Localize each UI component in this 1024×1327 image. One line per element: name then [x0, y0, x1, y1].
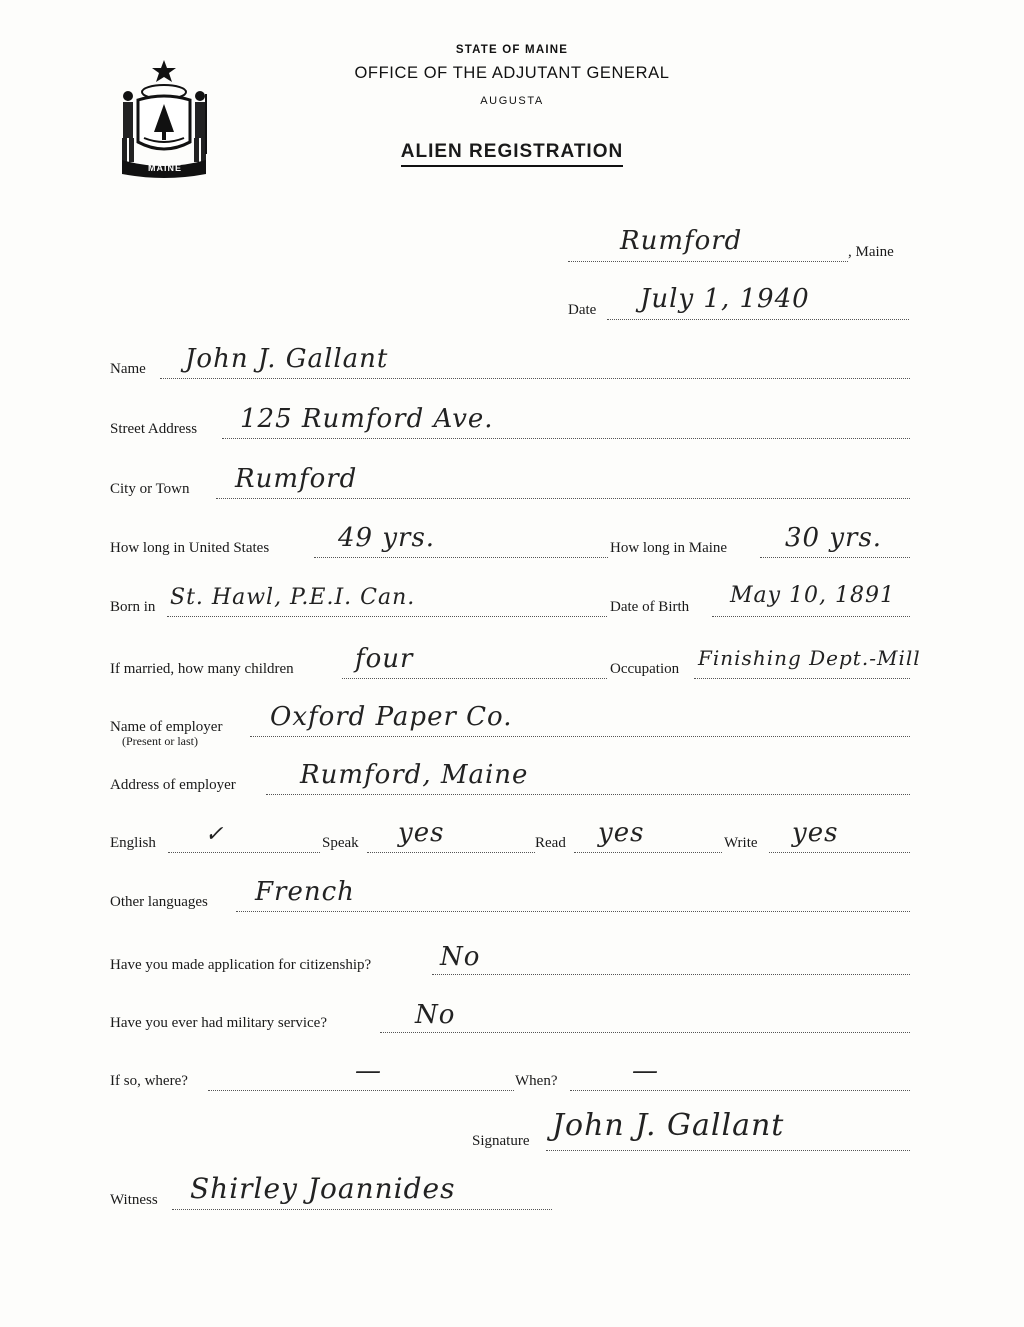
born-in-label: Born in: [110, 599, 156, 615]
signature-line: [546, 1150, 910, 1151]
write-line: [769, 852, 910, 853]
name-value: John J. Gallant: [185, 344, 389, 374]
write-value: yes: [792, 818, 839, 848]
signature-value: John J. Gallant: [552, 1108, 785, 1143]
military-line: [380, 1032, 910, 1033]
born-in-line: [167, 616, 607, 617]
read-value: yes: [598, 818, 645, 848]
header-state: STATE OF MAINE: [455, 44, 569, 56]
years-maine-value: 30 yrs.: [785, 523, 883, 553]
where-label: If so, where?: [110, 1073, 188, 1089]
children-value: four: [355, 644, 414, 674]
children-label: If married, how many children: [110, 661, 294, 677]
where-line: [208, 1090, 514, 1091]
years-maine-line: [760, 557, 910, 558]
military-value: No: [415, 1000, 456, 1030]
town-suffix-label: , Maine: [848, 244, 894, 260]
occupation-value: Finishing Dept.-Mill: [698, 646, 921, 670]
years-maine-label: How long in Maine: [610, 540, 728, 556]
years-us-value: 49 yrs.: [338, 523, 436, 553]
employer-address-label: Address of employer: [110, 777, 236, 793]
date-label: Date: [568, 302, 597, 318]
name-line: [160, 378, 910, 379]
years-us-label: How long in United States: [110, 540, 270, 556]
english-label: English: [110, 835, 156, 851]
other-languages-line: [236, 911, 910, 912]
employer-line: [250, 736, 910, 737]
witness-line: [172, 1209, 552, 1210]
town-line: [568, 261, 848, 262]
signature-label: Signature: [472, 1133, 530, 1149]
name-label: Name: [110, 361, 146, 377]
city-line: [216, 498, 910, 499]
when-line: [570, 1090, 910, 1091]
speak-value: yes: [398, 818, 445, 848]
witness-value: Shirley Joannides: [190, 1172, 456, 1205]
other-languages-value: French: [255, 877, 355, 907]
street-value: 125 Rumford Ave.: [240, 404, 494, 434]
date-value: July 1, 1940: [640, 284, 810, 314]
read-line: [574, 852, 722, 853]
seal-banner-text: MAINE: [148, 163, 182, 173]
children-line: [342, 678, 607, 679]
military-label: Have you ever had military service?: [110, 1015, 327, 1031]
employer-address-line: [266, 794, 910, 795]
header-office: OFFICE OF THE ADJUTANT GENERAL: [354, 64, 670, 82]
town-value: Rumford: [620, 226, 743, 256]
dob-value: May 10, 1891: [730, 583, 896, 608]
when-label: When?: [515, 1073, 558, 1089]
date-line: [607, 319, 909, 320]
occupation-label: Occupation: [610, 661, 680, 677]
employer-sublabel: (Present or last): [122, 734, 198, 748]
years-us-line: [314, 557, 608, 558]
english-line: [168, 852, 320, 853]
employer-value: Oxford Paper Co.: [270, 702, 513, 732]
citizenship-label: Have you made application for citizenship?: [110, 957, 372, 973]
dob-line: [712, 616, 910, 617]
header-city: AUGUSTA: [480, 95, 544, 107]
dob-label: Date of Birth: [610, 599, 690, 615]
city-value: Rumford: [235, 464, 358, 494]
english-value: ✓: [205, 822, 225, 847]
other-languages-label: Other languages: [110, 894, 208, 910]
citizenship-line: [432, 974, 910, 975]
city-label: City or Town: [110, 481, 190, 497]
read-label: Read: [535, 835, 566, 851]
speak-label: Speak: [322, 835, 359, 851]
occupation-line: [694, 678, 910, 679]
citizenship-value: No: [440, 942, 481, 972]
form-title-block: [0, 141, 1024, 163]
write-label: Write: [724, 835, 758, 851]
born-in-value: St. Hawl, P.E.I. Can.: [170, 585, 416, 610]
street-line: [222, 438, 910, 439]
employer-address-value: Rumford, Maine: [300, 760, 529, 790]
witness-label: Witness: [110, 1192, 158, 1208]
form-title: ALIEN REGISTRATION: [401, 141, 623, 167]
street-label: Street Address: [110, 421, 198, 437]
employer-label: Name of employer: [110, 719, 223, 735]
speak-line: [367, 852, 535, 853]
when-value: —: [632, 1056, 659, 1086]
where-value: —: [355, 1056, 382, 1086]
